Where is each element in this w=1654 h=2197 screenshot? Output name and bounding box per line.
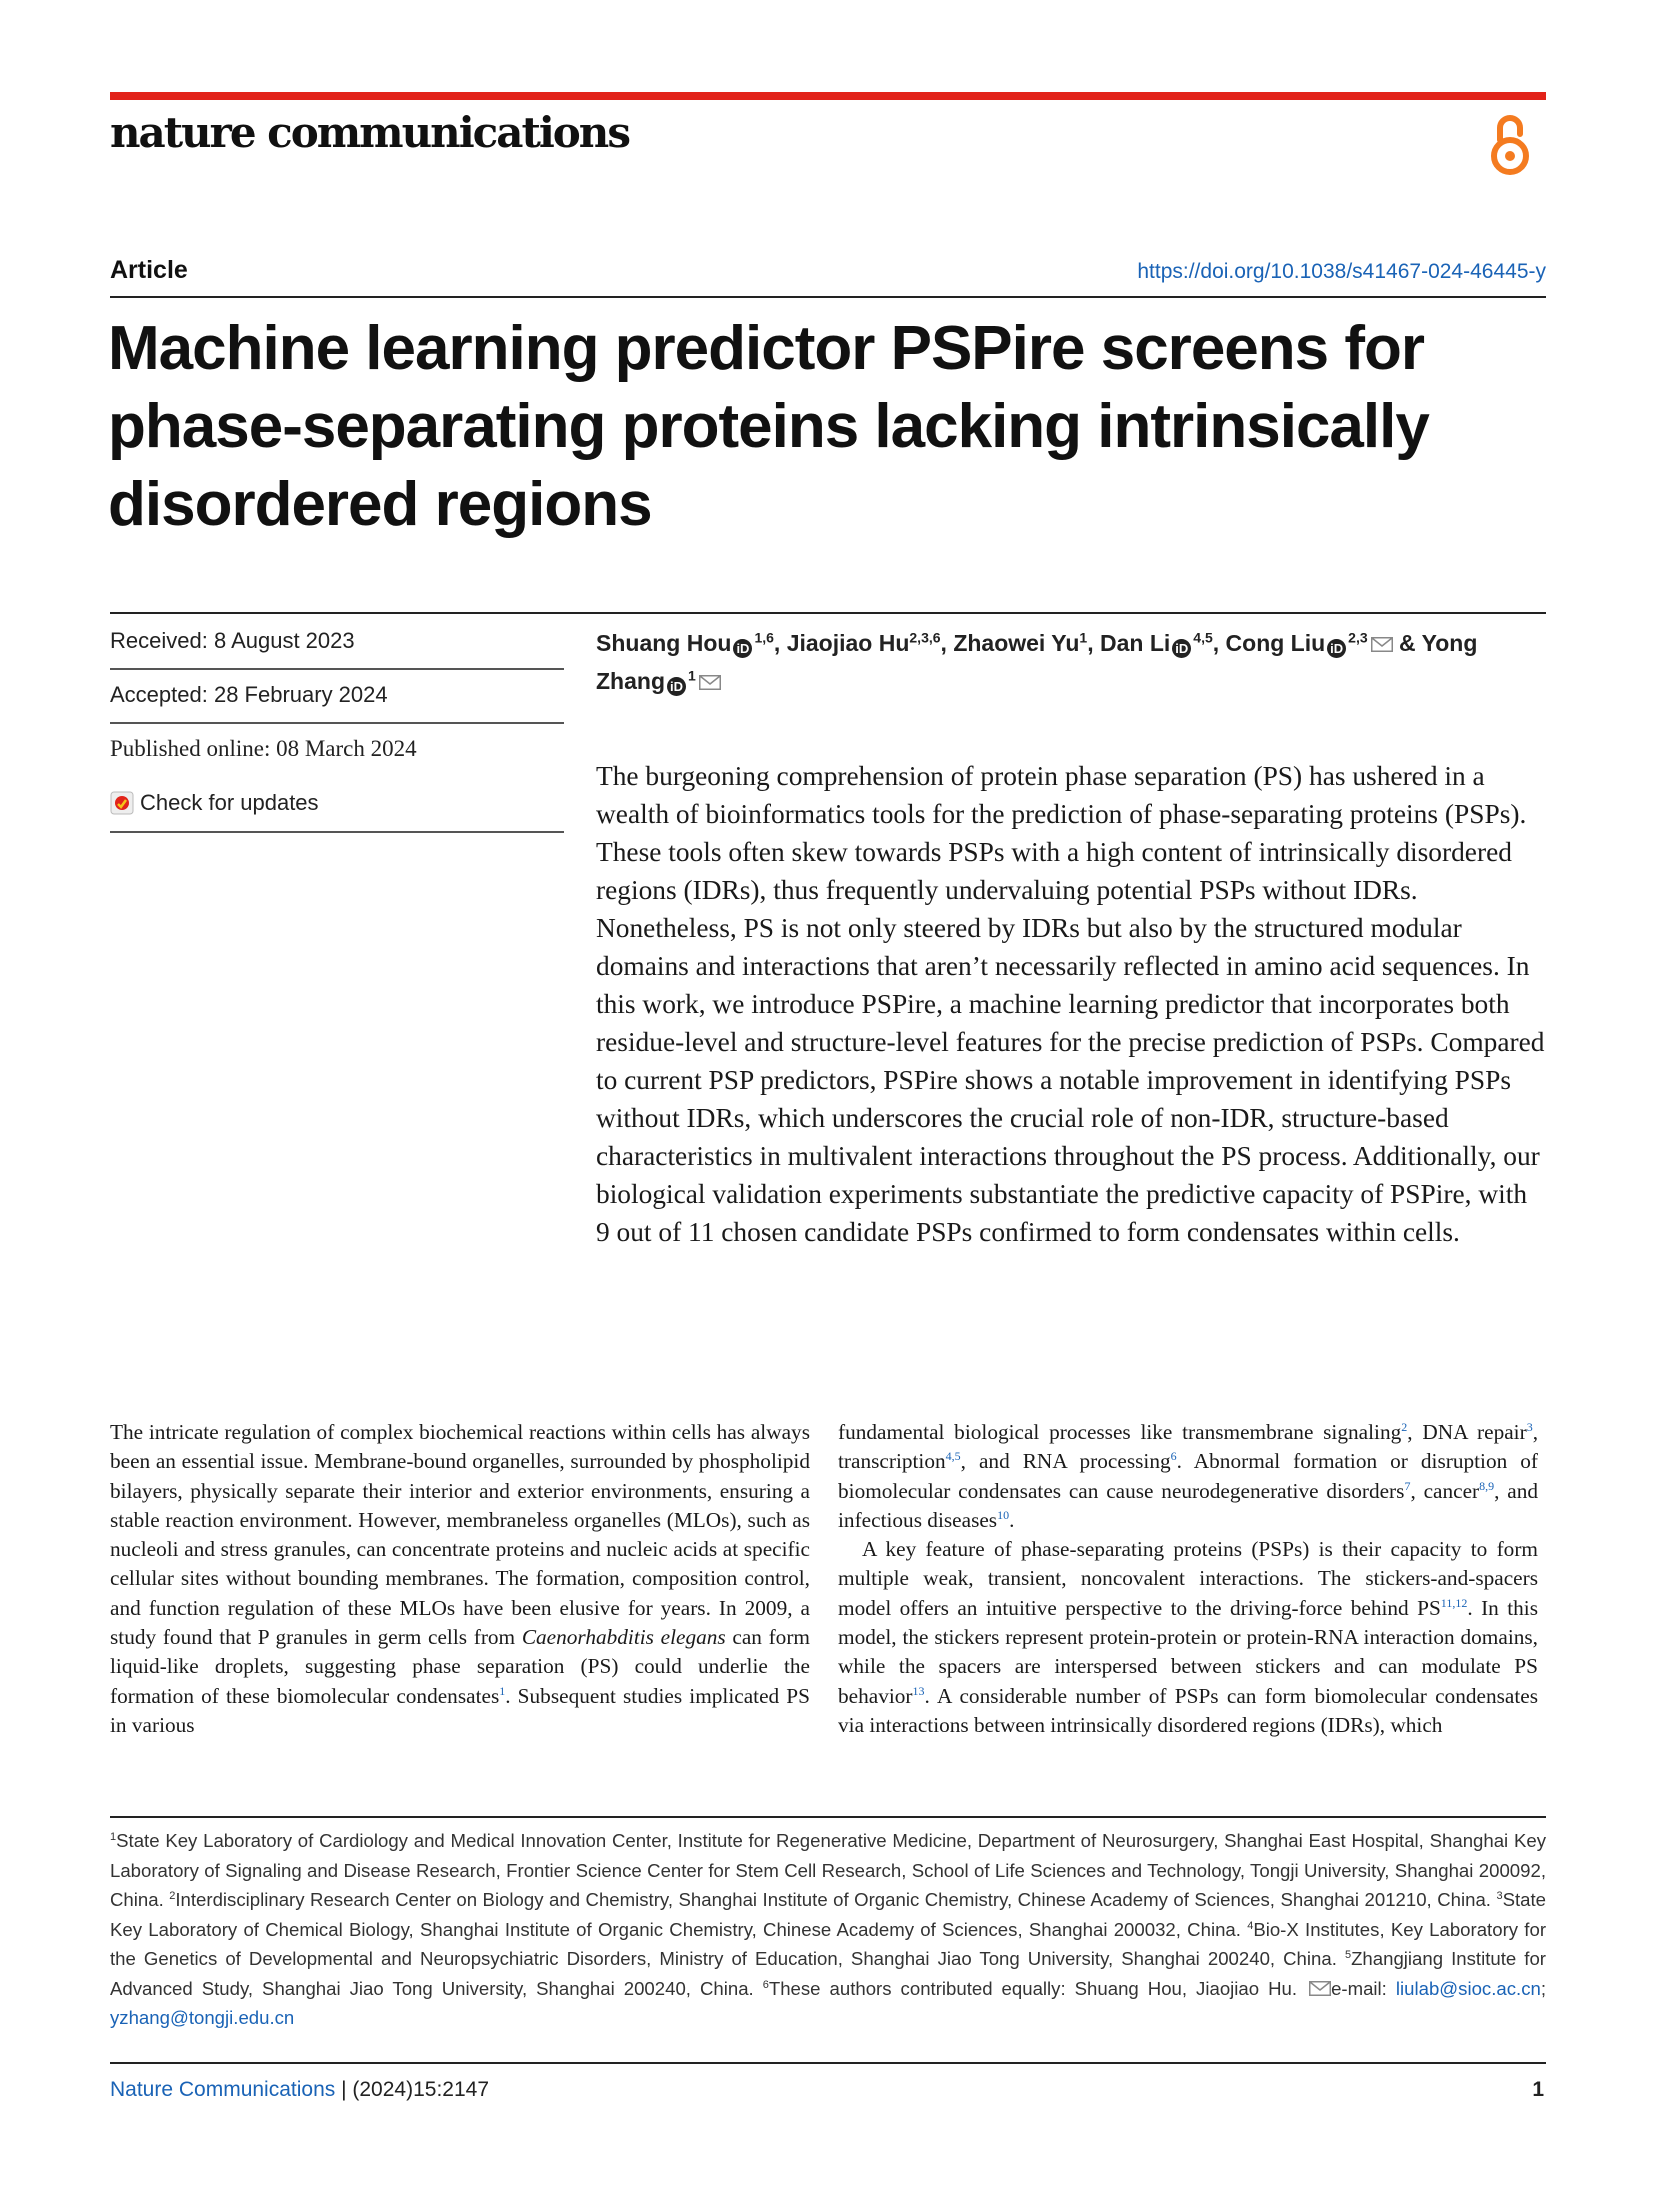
affiliation-number: 5 xyxy=(1344,1948,1352,1961)
affiliation-number: 4 xyxy=(1247,1919,1254,1932)
orcid-icon[interactable]: iD xyxy=(1327,639,1346,658)
orcid-icon[interactable]: iD xyxy=(1172,639,1191,658)
affiliation-number: 2 xyxy=(169,1889,176,1902)
body-column-right xyxy=(838,1418,1538,1740)
citation-ref[interactable]: 4,5 xyxy=(945,1449,961,1464)
article-type: Article xyxy=(110,256,188,284)
journal-name: nature communications xyxy=(110,108,629,157)
author-affiliation-ref: 1 xyxy=(688,667,696,684)
email-icon[interactable] xyxy=(1371,637,1393,652)
divider xyxy=(110,668,564,670)
author-affiliation-ref: 2,3 xyxy=(1348,629,1368,646)
author-name[interactable]: Dan Li xyxy=(1100,630,1171,656)
citation-ref[interactable]: 2 xyxy=(1401,1419,1408,1434)
body-paragraph: fundamental biological processes like transmembrane signaling$^2$, DNA repair$^3$, transcription$^{4,5}$, and RNA processing$^6$. Abnormal formation or disruption of biomolecular condensates can cause neurodegenerative disorders$^7$, cancer$^{8,9}$, and infectious diseases$^{10}$. xyxy=(838,1419,1539,1532)
divider xyxy=(110,612,1546,614)
body-paragraph: A key feature of phase-separating proteins (PSPs) is their capacity to form multiple weak, transient, noncovalent interactions. The stickers-and-spacers model offers an intuitive perspective to the driving-force behind PS$^{11,12}$. In this model, the stickers represent protein-protein or protein-RNA interaction domains, while the spacers are interspersed between stickers and can modulate PS behavior$^{13}$. A considerable number of PSPs can form biomolecular condensates via interactions between intrinsically disordered regions (IDRs), which xyxy=(838,1537,1539,1737)
affiliation-number: 3 xyxy=(1496,1889,1503,1902)
citation-ref[interactable]: 11,12 xyxy=(1440,1595,1468,1610)
citation-ref[interactable]: 7 xyxy=(1404,1478,1411,1493)
email-icon[interactable] xyxy=(1309,1981,1331,1996)
received-date: Received: 8 August 2023 xyxy=(110,628,355,653)
orcid-icon[interactable]: iD xyxy=(733,639,752,658)
footer-journal[interactable]: Nature Communications xyxy=(110,2078,336,2101)
check-updates-label: Check for updates xyxy=(140,790,319,815)
author-name[interactable]: Jiaojiao Hu xyxy=(786,630,910,656)
author-affiliation-ref: 2,3,6 xyxy=(909,629,941,646)
citation-ref[interactable]: 3 xyxy=(1526,1419,1533,1434)
check-updates-icon xyxy=(110,791,134,815)
author-name[interactable]: Cong Liu xyxy=(1225,630,1326,656)
page-number: 1 xyxy=(1532,2078,1544,2101)
divider xyxy=(110,1816,1546,1818)
author-name[interactable]: Yong Zhang xyxy=(596,630,1478,694)
citation-ref[interactable]: 6 xyxy=(1170,1449,1177,1464)
divider xyxy=(110,296,1546,298)
affiliations: $^1$State Key Laboratory of Cardiology and Medical Innovation Center, Institute for Regenerative Medicine, Department of Neurosurgery, Shanghai East Hospital, Shanghai Key Laboratory of Signaling and Disease Research, Frontier Science Center for Stem Cell Research, School of Life Sciences and Technology, Tongji University, Shanghai 200092, China. $^2$Interdisciplinary Research Center on Biology and Chemistry, Shanghai Institute of Organic Chemistry, Chinese Academy of Sciences, Shanghai 201210, China. $^3$State Key Laboratory of Chemical Biology, Shanghai Institute of Organic Chemistry, Chinese Academy of Sciences, Shanghai 200032, China. $^4$Bio-X Institutes, Key Laboratory for the Genetics of Developmental and Neuropsychiatric Disorders, Ministry of Education, Shanghai Jiao Tong University, Shanghai 200240, China. $^5$Zhangjiang Institute for Advanced Study, Shanghai Jiao Tong University, Shanghai 200240, China. $^6$These authors contributed equally: Shuang Hou, Jiaojiao Hu. e-mail: liulab@sioc.ac.cn; yzhang@tongji.edu.cn xyxy=(110,1830,1547,2028)
footer-citation: | (2024)15:2147 xyxy=(335,2078,490,2101)
email-icon[interactable] xyxy=(699,675,721,690)
accepted-date: Accepted: 28 February 2024 xyxy=(110,682,388,707)
published-date: Published online: 08 March 2024 xyxy=(110,736,417,761)
page-footer xyxy=(110,2078,489,2102)
divider xyxy=(110,2062,1546,2064)
doi-link[interactable]: https://doi.org/10.1038/s41467-024-46445-y xyxy=(1137,260,1546,283)
divider xyxy=(110,722,564,724)
body-column-left xyxy=(110,1418,810,1740)
email-link[interactable]: liulab@sioc.ac.cn xyxy=(1395,1977,1541,1999)
citation-ref[interactable]: 1 xyxy=(499,1683,506,1698)
open-access-icon xyxy=(1486,110,1534,178)
body-paragraph: The intricate regulation of complex biochemical reactions within cells has always been an essential issue. Membrane-bound organelles, surrounded by phospholipid bilayers, physically separate their interior and exterior environments, ensuring a stable reaction environment. However, membraneless organelles (MLOs), such as nucleoli and stress granules, can concentrate proteins and nucleic acids at specific cellular sites without bounding membranes. The formation, composition control, and function regulation of these MLOs have been elusive for years. In 2009, a study found that P granules in germ cells from Caenorhabditis elegans can form liquid-like droplets, suggesting phase separation (PS) could underlie the formation of these biomolecular condensates$^1$. Subsequent studies implicated PS in various xyxy=(110,1420,810,1737)
author-affiliation-ref: 4,5 xyxy=(1193,629,1213,646)
author-name[interactable]: Shuang Hou xyxy=(596,630,732,656)
affiliation-number: 6 xyxy=(762,1978,769,1991)
email-link[interactable]: yzhang@tongji.edu.cn xyxy=(110,2007,295,2028)
orcid-icon[interactable]: iD xyxy=(667,677,686,696)
author-affiliation-ref: 1 xyxy=(1079,629,1088,646)
check-for-updates-button[interactable] xyxy=(110,790,564,816)
citation-ref[interactable]: 8,9 xyxy=(1479,1478,1495,1493)
affiliation-number: 1 xyxy=(110,1830,117,1843)
author-name[interactable]: Zhaowei Yu xyxy=(953,630,1080,656)
citation-ref[interactable]: 10 xyxy=(997,1507,1010,1522)
author-list: Shuang Hou iD$^{1,6}$, Jiaojiao Hu$^{2,3,6}$, Zhaowei Yu$^1$, Dan Li iD$^{4,5}$, Cong Liu iD$^{2,3}$ & Yong Zhang $iD^1$ xyxy=(596,629,1478,694)
abstract: The burgeoning comprehension of protein phase separation (PS) has ushered in a wealth of bioinformatics tools for the prediction of phase-separating proteins (PSPs). These tools often skew towards PSPs with a high content of intrinsically disordered regions (IDRs), thus frequently undervaluing potential PSPs without IDRs. Nonetheless, PS is not only steered by IDRs but also by the structured modular domains and interactions that aren’t necessarily reflected in amino acid sequences. In this work, we introduce PSPire, a machine learning predictor that incorporates both residue-level and structure-level features for the precise prediction of PSPs. Compared to current PSP predictors, PSPire shows a notable improvement in identifying PSPs without IDRs, which underscores the crucial role of non-IDR, structure-based characteristics in multivalent interactions throughout the PS process. Additionally, our biological validation experiments substantiate the predictive capacity of PSPire, with 9 out of 11 chosen candidate PSPs confirmed to form condensates within cells. xyxy=(596,761,1545,1247)
citation-ref[interactable]: 13 xyxy=(912,1683,925,1698)
header-bar xyxy=(110,92,1546,100)
author-affiliation-ref: 1,6 xyxy=(754,629,774,646)
divider xyxy=(110,831,564,833)
article-title: Machine learning predictor PSPire screens for phase-separating proteins lacking intrinsically disordered regions xyxy=(108,314,1429,539)
